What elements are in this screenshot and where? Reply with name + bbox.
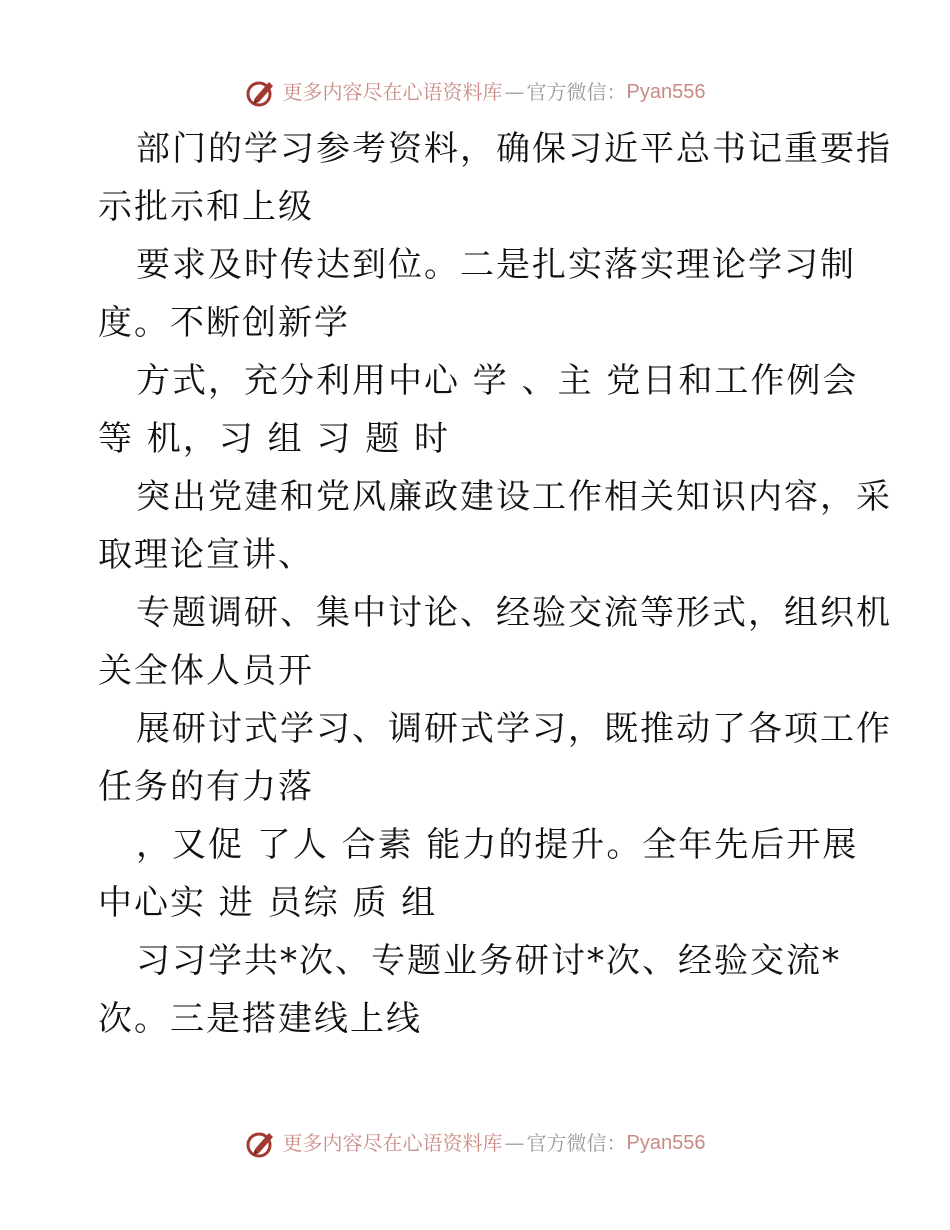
- watermark-official-label: 官方微信：: [526, 80, 627, 104]
- text-line: 任务的有力落: [98, 767, 314, 807]
- text-line: 部门的学习参考资料，确保习近平总书记重要指: [136, 129, 892, 169]
- text-line: 要求及时传达到位。二是扎实落实理论学习制: [136, 245, 856, 285]
- watermark-brand: 更多内容尽在心语资料库: [282, 1131, 503, 1155]
- watermark-account-id: Pyan556: [626, 81, 706, 103]
- document-body: [98, 120, 892, 1048]
- watermark-separator: —: [504, 80, 525, 104]
- text-line: 等 机，习 组 习 题 时: [98, 419, 451, 459]
- text-line: 展研讨式学习、调研式学习，既推动了各项工作: [136, 709, 892, 749]
- watermark-separator: —: [504, 1131, 525, 1155]
- text-line: 习习学共*次、专题业务研讨*次、经验交流*: [136, 941, 841, 981]
- text-line: 度。不断创新学: [98, 303, 350, 343]
- text-line: 突出党建和党风廉政建设工作相关知识内容，采: [136, 477, 892, 517]
- text-line: 方式，充分利用中心 学 、主 党日和工作例会: [136, 361, 859, 401]
- text-line: 取理论宣讲、: [98, 535, 314, 575]
- text-line: 中心实 进 员综 质 组: [98, 883, 438, 923]
- header-watermark: [0, 76, 950, 108]
- text-line: 示批示和上级: [98, 187, 314, 227]
- text-line: 次。三是搭建线上线: [98, 999, 422, 1039]
- pen-logo-icon: [245, 1127, 277, 1159]
- watermark-official-label: 官方微信：: [526, 1131, 627, 1155]
- footer-watermark: [0, 1127, 950, 1159]
- text-line: 关全体人员开: [98, 651, 314, 691]
- watermark-brand: 更多内容尽在心语资料库: [282, 80, 503, 104]
- pen-logo-icon: [245, 76, 277, 108]
- watermark-account-id: Pyan556: [626, 1132, 706, 1154]
- text-line: ，又促 了人 合素 能力的提升。全年先后开展: [136, 825, 859, 865]
- text-line: 专题调研、集中讨论、经验交流等形式，组织机: [136, 593, 892, 633]
